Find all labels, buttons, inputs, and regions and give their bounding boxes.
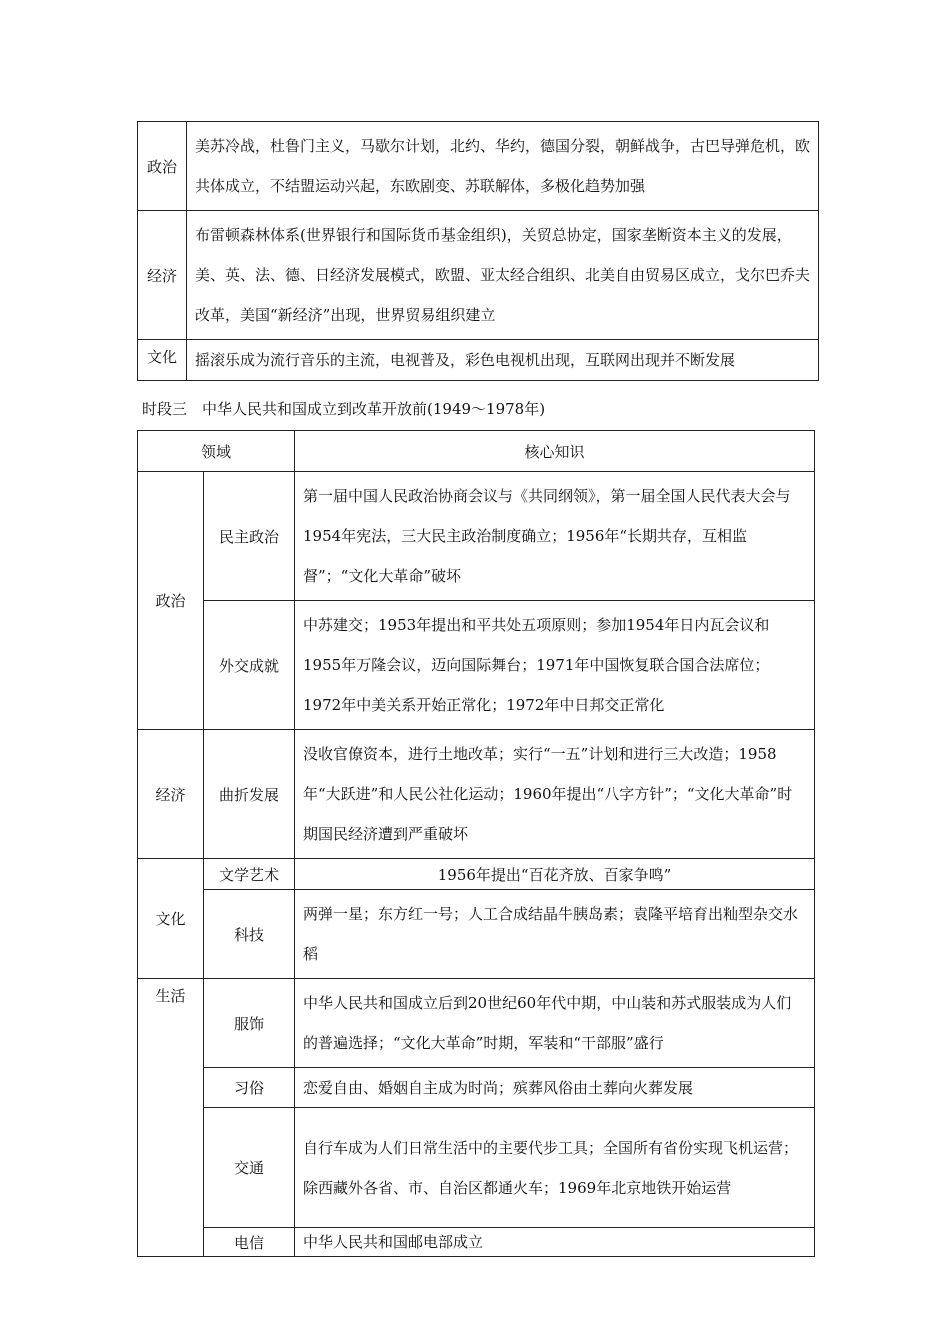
- sub-label: 电信: [204, 1228, 295, 1257]
- table-row: [138, 340, 819, 381]
- sub-label: 文学艺术: [204, 859, 295, 890]
- table-row: [138, 601, 815, 730]
- section-title: 时段三 中华人民共和国成立到改革开放前(1949～1978年): [142, 400, 546, 418]
- content-cell: 中华人民共和国成立后到20世纪60年代中期，中山装和苏式服装成为人们的普遍选择；“文化大革命”时期，军装和“干部服”盛行: [295, 979, 815, 1068]
- group-label-life: 生活: [138, 979, 204, 1257]
- sub-label: 曲折发展: [204, 730, 295, 859]
- table-row: [138, 979, 815, 1068]
- table-row: [138, 730, 815, 859]
- group-label-culture: 文化: [138, 859, 204, 979]
- content-cell: 没收官僚资本，进行土地改革；实行“一五”计划和进行三大改造；1958年“大跃进”和人民公社化运动；1960年提出“八字方针”；“文化大革命”时期国民经济遭到严重破坏: [295, 730, 815, 859]
- domain-cell: 经济: [138, 211, 187, 340]
- header-field: 领域: [138, 431, 295, 472]
- sub-label: 民主政治: [204, 472, 295, 601]
- sub-label: 交通: [204, 1108, 295, 1228]
- china-history-table: [137, 430, 815, 1257]
- table-row: [138, 1228, 815, 1257]
- table-row: [138, 122, 819, 211]
- sub-label: 外交成就: [204, 601, 295, 730]
- header-knowledge: 核心知识: [295, 431, 815, 472]
- group-label-politics: 政治: [138, 472, 204, 730]
- sub-label: 服饰: [204, 979, 295, 1068]
- content-cell: 布雷顿森林体系(世界银行和国际货币基金组织)，关贸总协定，国家垄断资本主义的发展，美、英、法、德、日经济发展模式，欧盟、亚太经合组织、北美自由贸易区成立，戈尔巴乔夫改革，美国“新经济”出现，世界贸易组织建立: [187, 211, 819, 340]
- sub-label: 习俗: [204, 1068, 295, 1108]
- table-row: [138, 472, 815, 601]
- world-history-table: [137, 121, 819, 381]
- content-cell: 中华人民共和国邮电部成立: [295, 1228, 815, 1257]
- table-row: [138, 1108, 815, 1228]
- content-cell: 摇滚乐成为流行音乐的主流，电视普及，彩色电视机出现，互联网出现并不断发展: [187, 340, 819, 381]
- content-cell: 美苏冷战，杜鲁门主义，马歇尔计划，北约、华约，德国分裂，朝鲜战争，古巴导弹危机，欧共体成立，不结盟运动兴起，东欧剧变、苏联解体，多极化趋势加强: [187, 122, 819, 211]
- table-row: [138, 859, 815, 890]
- sub-label: 科技: [204, 890, 295, 979]
- content-cell: 中苏建交；1953年提出和平共处五项原则；参加1954年日内瓦会议和1955年万隆会议，迈向国际舞台；1971年中国恢复联合国合法席位；1972年中美关系开始正常化；1972年中日邦交正常化: [295, 601, 815, 730]
- content-cell: 第一届中国人民政治协商会议与《共同纲领》，第一届全国人民代表大会与1954年宪法，三大民主政治制度确立；1956年“长期共存，互相监督”；“文化大革命”破坏: [295, 472, 815, 601]
- content-cell: 恋爱自由、婚姻自主成为时尚；殡葬风俗由土葬向火葬发展: [295, 1068, 815, 1108]
- header-row: [138, 431, 815, 472]
- domain-cell: 文化: [138, 340, 187, 381]
- content-cell: 1956年提出“百花齐放、百家争鸣”: [295, 859, 815, 890]
- table-row: [138, 890, 815, 979]
- content-cell: 自行车成为人们日常生活中的主要代步工具；全国所有省份实现飞机运营；除西藏外各省、市、自治区都通火车；1969年北京地铁开始运营: [295, 1108, 815, 1228]
- domain-cell: 政治: [138, 122, 187, 211]
- table-row: [138, 1068, 815, 1108]
- content-cell: 两弹一星；东方红一号；人工合成结晶牛胰岛素；袁隆平培育出籼型杂交水稻: [295, 890, 815, 979]
- group-label-economy: 经济: [138, 730, 204, 859]
- table-row: [138, 211, 819, 340]
